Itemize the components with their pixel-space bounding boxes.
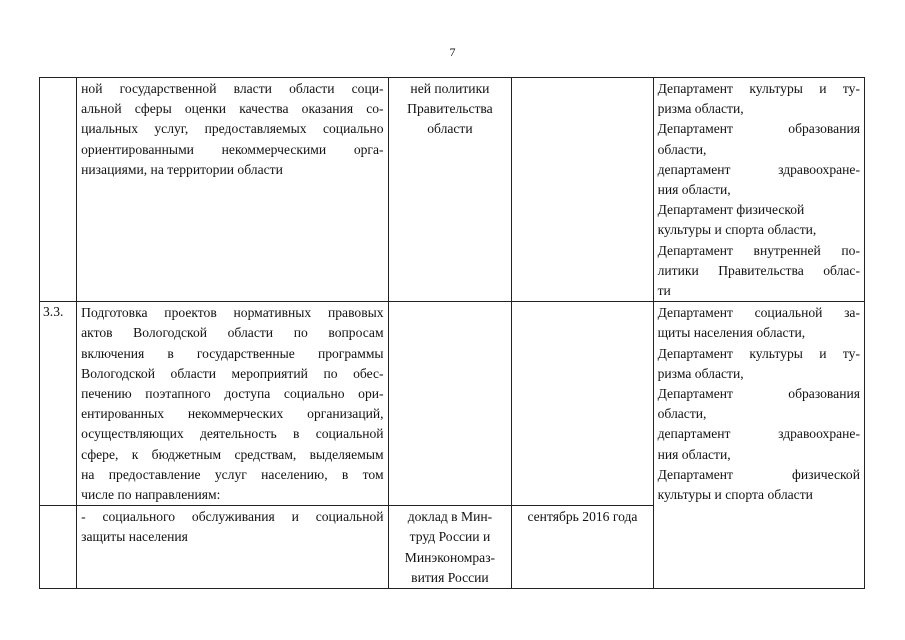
description-cell bbox=[77, 506, 388, 589]
text-line: ризма области, bbox=[657, 365, 744, 381]
responsible-cell bbox=[388, 506, 512, 589]
text-line: Департамент образования bbox=[657, 121, 860, 137]
text-line: альной сферы оценки качества оказания со- bbox=[81, 101, 384, 117]
text-line: щиты населения области, bbox=[657, 325, 806, 341]
text-line: защиты населения bbox=[81, 529, 188, 545]
text-line: области, bbox=[657, 406, 707, 422]
departments-cell bbox=[653, 78, 864, 302]
text-line: литики Правительства облас- bbox=[657, 262, 860, 278]
text-line: Вологодской области мероприятий по обес- bbox=[81, 365, 384, 381]
description-cell bbox=[77, 78, 388, 302]
text-line: осуществляющих деятельность в социальной bbox=[81, 426, 384, 442]
text-line: числе по направлениям: bbox=[81, 487, 221, 503]
text-line: ной государственной власти области соци- bbox=[81, 81, 384, 96]
text-line: Департамент культуры и ту- bbox=[657, 81, 860, 96]
text-line: ти bbox=[657, 283, 671, 299]
description-cell bbox=[77, 302, 388, 506]
text-line: ния области, bbox=[657, 446, 731, 462]
text-line: печению поэтапного доступа социально ори- bbox=[81, 386, 384, 402]
date-cell: сентябрь 2016 года bbox=[512, 506, 653, 589]
text-line: Департамент внутренней по- bbox=[657, 242, 860, 258]
text-line: включения в государственные программы bbox=[81, 345, 384, 361]
text-line: Департамент культуры и ту- bbox=[657, 345, 860, 361]
text-line: актов Вологодской области по вопросам bbox=[81, 325, 384, 341]
text-line: на предоставление услуг населению, в том bbox=[81, 466, 384, 482]
row-number-cell: 3.3. bbox=[40, 302, 77, 506]
text-line: культуры и спорта области, bbox=[657, 222, 817, 238]
date-cell bbox=[512, 302, 653, 506]
page-number: 7 bbox=[449, 45, 456, 59]
text-line: области, bbox=[657, 141, 707, 157]
text-line: циальных услуг, предоставляемых социально bbox=[81, 121, 384, 137]
text-line: ния области, bbox=[657, 182, 731, 198]
text-line: Правительства bbox=[407, 101, 493, 117]
text-line: области bbox=[427, 121, 473, 137]
text-line: ентированных некоммерческих организаций, bbox=[81, 406, 384, 422]
text-line: Минэкономраз- bbox=[404, 549, 496, 565]
row-number-cell bbox=[40, 78, 77, 302]
text-line: Департамент социальной за- bbox=[657, 305, 860, 321]
text-line: Департамент физической bbox=[657, 202, 805, 218]
measures-table bbox=[39, 77, 865, 589]
table-row bbox=[40, 78, 865, 302]
responsible-cell bbox=[388, 78, 512, 302]
text-line: департамент здравоохране- bbox=[657, 426, 860, 442]
text-line: Департамент физической bbox=[657, 466, 860, 482]
date-cell bbox=[512, 78, 653, 302]
departments-cell bbox=[653, 302, 864, 589]
text-line: вития России bbox=[411, 569, 489, 585]
text-line: Подготовка проектов нормативных правовых bbox=[81, 305, 384, 321]
text-line: ризма области, bbox=[657, 101, 744, 117]
row-number-cell bbox=[40, 506, 77, 589]
text-line: доклад в Мин- bbox=[407, 509, 493, 525]
text-line: ориентированными некоммерческими орга- bbox=[81, 141, 384, 157]
text-line: Департамент образования bbox=[657, 386, 860, 402]
text-line: департамент здравоохране- bbox=[657, 161, 860, 177]
text-line: труд России и bbox=[409, 529, 491, 545]
text-line: культуры и спорта области bbox=[657, 487, 813, 503]
text-line: низациями, на территории области bbox=[81, 161, 283, 177]
text-line: ней политики bbox=[410, 81, 490, 96]
table-row bbox=[40, 302, 865, 506]
responsible-cell bbox=[388, 302, 512, 506]
text-line: сфере, к бюджетным средствам, выделяемым bbox=[81, 446, 384, 462]
text-line: - социального обслуживания и социальной bbox=[81, 509, 384, 525]
